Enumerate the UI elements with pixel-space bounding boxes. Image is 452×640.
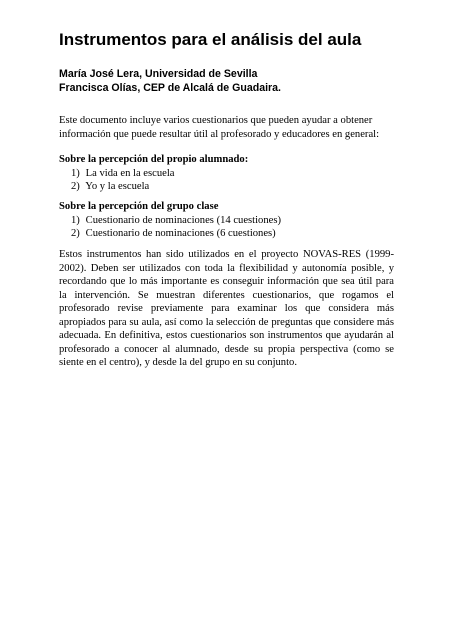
list-item: 1) Cuestionario de nominaciones (14 cuestiones)	[71, 214, 282, 226]
page-title: Instrumentos para el análisis del aula	[59, 30, 362, 49]
closing-paragraph: Estos instrumentos han sido utilizados en el proyecto NOVAS-RES (1999-2002). Deben ser utilizados con toda la flexibilidad y autonomía posible, y recordando que lo más importante es conseguir información que sea útil para la intervención. Se muestran diferentes cuestionarios, que rogamos el profesorado revise previamente para examinar los que considera más apropiados para su aula, así como la selección de preguntas que considere más adecuada. En definitiva, estos cuestionarios son instrumentos que ayudarán al profesorado a conocer al alumnado, desde su propia perspectiva (como se siente en el centro), y desde la del grupo en su conjunto.	[59, 249, 394, 368]
author-1: María José Lera, Universidad de Sevilla	[59, 68, 258, 80]
item-list	[59, 167, 394, 194]
author-list	[59, 67, 281, 95]
list-item: 2) Cuestionario de nominaciones (6 cuestiones)	[71, 228, 276, 239]
intro-paragraph: Este documento incluye varios cuestionarios que pueden ayudar a obtener información que puede resultar útil al profesorado y educadores en general:	[59, 115, 380, 140]
author-2: Francisca Olías, CEP de Alcalá de Guadaira.	[59, 82, 281, 94]
list-item: 1) La vida en la escuela	[71, 167, 175, 179]
section-student-perception	[59, 153, 394, 194]
item-list	[59, 214, 394, 241]
section-class-group-perception	[59, 200, 394, 241]
section-heading: Sobre la percepción del grupo clase	[59, 201, 219, 212]
list-item: 2) Yo y la escuela	[71, 181, 150, 192]
section-heading: Sobre la percepción del propio alumnado:	[59, 154, 249, 165]
